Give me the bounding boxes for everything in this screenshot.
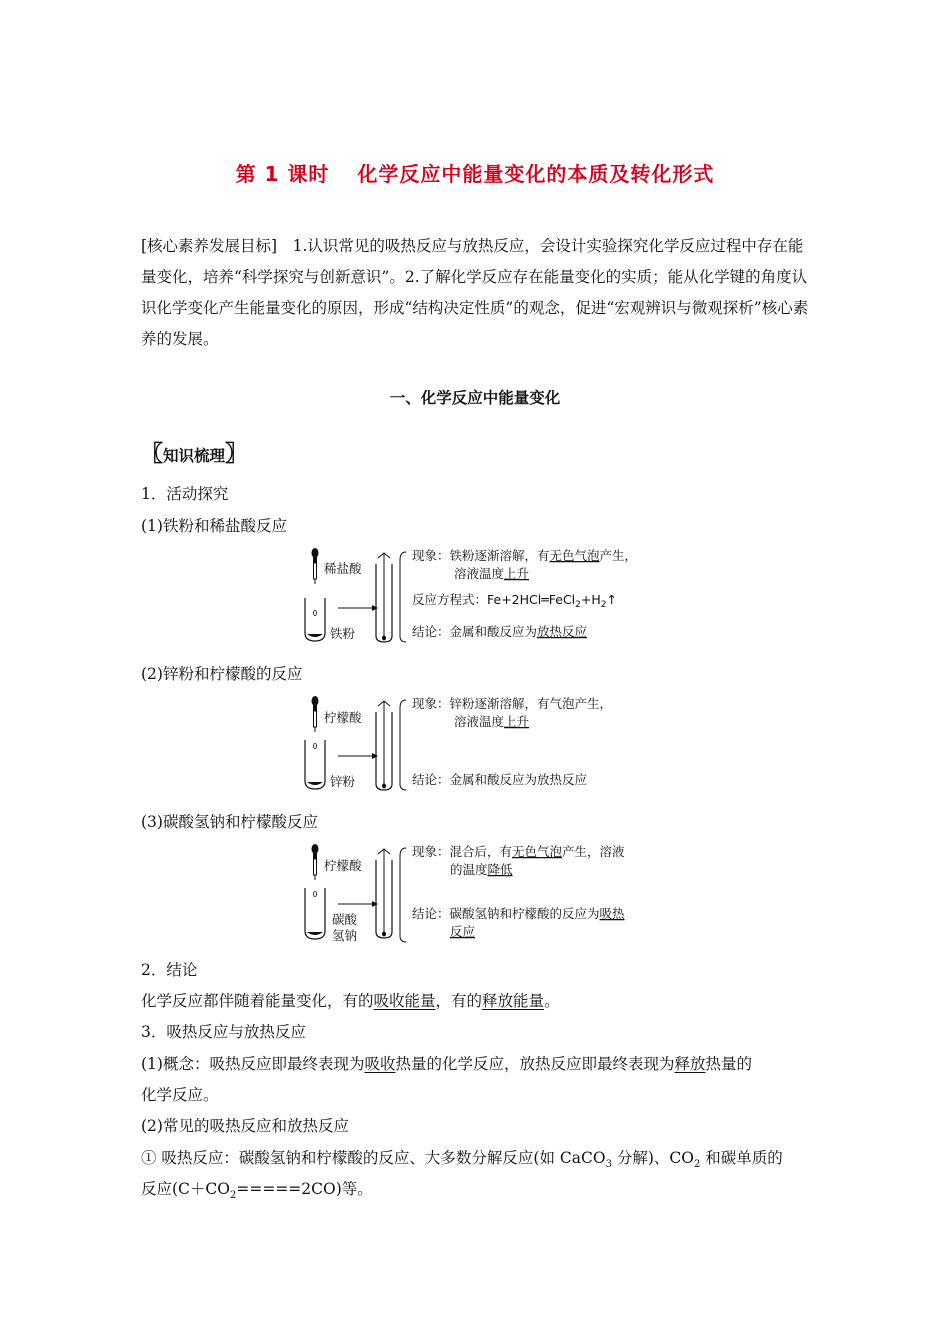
conclusion-heading: 2．结论: [141, 961, 198, 979]
conclusion-text: 化学反应都伴随着能量变化，有的吸收能量，有的释放能量。: [141, 992, 560, 1010]
exp2-phenomenon-line1: 现象：锌粉逐渐溶解，有气泡产生，: [412, 696, 613, 711]
thermometer-tube-icon: [376, 849, 392, 938]
core-goals-paragraph: [核心素养发展目标] 1.认识常见的吸热反应与放热反应，会设计实验探究化学反应过程中存在能量变化，培养“科学探究与创新意识”。2.了解化学反应存在能量变化的实质；能从化学键的角度认识化学变化产生能量变化的原因，形成“结构决定性质”的观念，促进“宏观辨识与微观探析”核心素养的发展。: [141, 237, 809, 348]
exp1-equation: 反应方程式：$Fe+2HCl═FeCl_2+H_2↑$: [412, 592, 617, 610]
test-tube-icon: [305, 740, 325, 789]
exp3-conclusion-line2: 反应: [450, 924, 476, 939]
reactions-heading: 3．吸热反应与放热反应: [141, 1023, 306, 1041]
lesson-number: 第 1 课时: [235, 162, 330, 186]
endothermic-line1: ① 吸热反应：碳酸氢钠和柠檬酸的反应、大多数分解反应(如 CaCO$_3$ 分解)、$CO_2$ 和碳单质的: [141, 1149, 783, 1171]
exp1-phenomenon-line2: 溶液温度上升: [454, 566, 530, 581]
endothermic-line2: 反应$(C+CO_2=====2CO)$等。: [141, 1180, 373, 1202]
exp3-solid-label-line2: 氢钠: [332, 928, 358, 943]
exp2-figure: [300, 692, 660, 794]
exp3-phenomenon-line2: 的温度降低: [450, 862, 513, 877]
concept-line1: (1)概念：吸热反应即最终表现为吸收热量的化学反应，放热反应即最终表现为释放热量的: [141, 1055, 753, 1073]
exp2-conclusion: 结论：金属和酸反应为放热反应: [412, 772, 588, 787]
exp2-solid-label: 锌粉: [330, 774, 356, 789]
lesson-title: 化学反应中能量变化的本质及转化形式: [357, 162, 715, 186]
thermometer-tube-icon: [376, 701, 392, 790]
thermometer-tube-icon: [376, 553, 392, 642]
page-title: [0, 158, 950, 187]
activity-heading: 1．活动探究: [141, 485, 229, 503]
test-tube-icon: [305, 888, 325, 939]
arrow-right-icon: [338, 901, 378, 907]
exp1-label: (1)铁粉和稀盐酸反应: [141, 517, 287, 535]
exp3-reagent-label: 柠檬酸: [324, 858, 362, 873]
exp2-reagent-label: 柠檬酸: [324, 710, 362, 725]
dropper-icon: [312, 548, 319, 584]
section-heading: 一、化学反应中能量变化: [389, 389, 561, 407]
concept-line2: 化学反应。: [141, 1086, 219, 1104]
dropper-icon: [312, 696, 319, 732]
exp1-figure: [300, 544, 660, 646]
exp3-solid-label-line1: 碳酸: [332, 912, 358, 927]
knowledge-tag-label: 知识梳理: [163, 447, 226, 465]
arrow-right-icon: [338, 753, 378, 759]
exp3-conclusion-line1: 结论：碳酸氢钠和柠檬酸的反应为吸热: [412, 906, 625, 921]
bracket-left-icon: 〖: [141, 442, 164, 467]
exp1-solid-label: 铁粉: [330, 626, 356, 641]
exp3-phenomenon-line1: 现象：混合后，有无色气泡产生，溶液: [412, 844, 625, 859]
knowledge-tag: [141, 444, 247, 466]
bracket-right-icon: 〗: [225, 442, 248, 467]
exp2-phenomenon-line2: 溶液温度上升: [454, 714, 530, 729]
exp3-label: (3)碳酸氢钠和柠檬酸反应: [141, 813, 318, 831]
exp1-conclusion: 结论：金属和酸反应为放热反应: [412, 624, 588, 639]
exp1-phenomenon-line1: 现象：铁粉逐渐溶解，有无色气泡产生，: [412, 548, 638, 563]
dropper-icon: [312, 844, 319, 880]
common-reactions-heading: (2)常见的吸热反应和放热反应: [141, 1117, 349, 1135]
test-tube-icon: [305, 598, 325, 641]
arrow-right-icon: [338, 605, 378, 611]
exp1-reagent-label: 稀盐酸: [324, 561, 362, 576]
exp3-figure: [300, 840, 660, 946]
exp2-label: (2)锌粉和柠檬酸的反应: [141, 665, 303, 683]
